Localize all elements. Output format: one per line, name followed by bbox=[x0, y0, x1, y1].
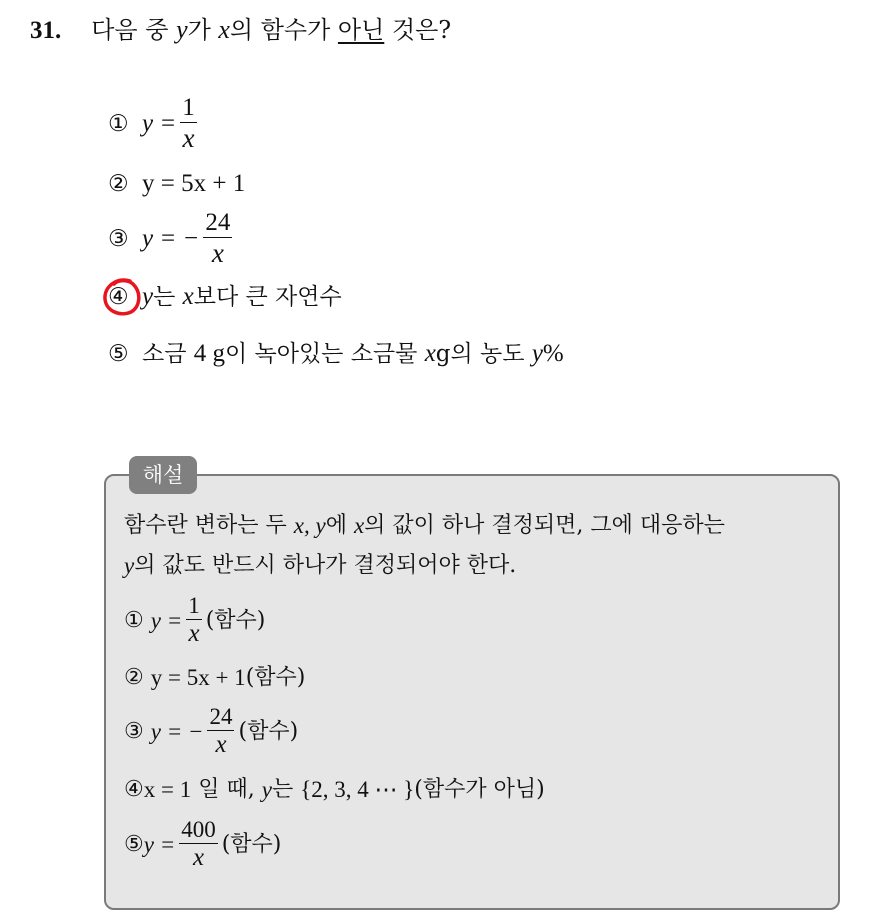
solution-item-3-note: (함수) bbox=[238, 718, 299, 744]
choice-1-denominator: x bbox=[182, 123, 195, 154]
solution-item-2-mark: ② bbox=[124, 665, 144, 690]
solution-line-1-vars: x, y bbox=[293, 513, 326, 538]
choice-5-amount: 4 g bbox=[193, 340, 225, 367]
solution-item-5-denominator: x bbox=[192, 844, 204, 872]
solution-item-2-note: (함수) bbox=[245, 665, 306, 690]
solution-item-4-text1: 일 때, bbox=[198, 777, 255, 802]
choice-3-denominator: x bbox=[211, 238, 224, 269]
choice-2-mark: ② bbox=[108, 171, 129, 197]
solution-item-5-note: (함수) bbox=[221, 831, 282, 857]
choice-5-var-y: y bbox=[531, 340, 543, 367]
choice-4-text1: 는 bbox=[153, 284, 176, 310]
solution-item-5-mark: ⑤ bbox=[124, 831, 144, 857]
question-text-prefix: 다음 중 bbox=[91, 16, 169, 44]
question-var-x: x bbox=[218, 15, 230, 44]
solution-item-1-note: (함수) bbox=[205, 607, 266, 633]
choice-5-mark: ⑤ bbox=[108, 341, 129, 367]
solution-item-3-lhs: y = − bbox=[150, 718, 204, 744]
solution-line-1 bbox=[124, 510, 725, 542]
choice-1-lhs: y = bbox=[142, 109, 177, 137]
solution-item-2 bbox=[124, 662, 305, 694]
solution-line-1-a: 함수란 변하는 두 bbox=[124, 513, 287, 538]
solution-line-1-c: 의 값이 하나 결정되면, 그에 대응하는 bbox=[364, 513, 725, 538]
solution-item-1-mark: ① bbox=[124, 607, 144, 633]
solution-item-2-expr: y = 5x + 1 bbox=[150, 665, 246, 690]
choice-3-mark: ③ bbox=[108, 225, 129, 252]
solution-item-5-lhs: y = bbox=[143, 831, 176, 857]
choice-3-lhs: y = − bbox=[142, 224, 200, 252]
solution-item-4-expr: x = 1 bbox=[143, 777, 192, 802]
question-var-y: y bbox=[176, 15, 188, 44]
solution-item-1 bbox=[124, 594, 265, 647]
choice-1-fraction bbox=[180, 95, 197, 153]
choice-1-numerator: 1 bbox=[180, 95, 197, 123]
choice-5-text3: g의 농도 bbox=[435, 341, 525, 367]
choice-3[interactable] bbox=[108, 210, 236, 268]
solution-item-3-mark: ③ bbox=[124, 718, 144, 744]
choice-3-numerator: 24 bbox=[203, 210, 232, 238]
choice-5-text2: 이 녹아있는 소금물 bbox=[225, 341, 418, 367]
question-underlined-word: 아닌 bbox=[337, 16, 385, 44]
choice-4-text2: 보다 큰 자연수 bbox=[193, 284, 342, 310]
choice-5[interactable] bbox=[108, 338, 564, 370]
question-text-suffix: 것은? bbox=[391, 16, 452, 44]
solution-line-1-b: 에 bbox=[325, 513, 347, 538]
question-number: 31. bbox=[30, 17, 62, 44]
question-header bbox=[30, 12, 451, 49]
choice-1-mark: ① bbox=[108, 110, 129, 137]
solution-item-1-numerator: 1 bbox=[186, 594, 202, 620]
solution-item-3-numerator: 24 bbox=[207, 705, 234, 731]
choice-4-mark: ④ bbox=[108, 284, 129, 310]
solution-item-5-numerator: 400 bbox=[179, 818, 218, 844]
solution-item-1-denominator: x bbox=[188, 620, 200, 648]
solution-item-4-mark: ④ bbox=[124, 777, 144, 802]
choice-5-var-x: x bbox=[424, 340, 436, 367]
solution-item-5 bbox=[124, 818, 281, 871]
choice-5-text4: % bbox=[542, 340, 564, 367]
solution-item-1-lhs: y = bbox=[150, 607, 183, 633]
choice-2-expr: y = 5x + 1 bbox=[142, 170, 246, 197]
solution-line-2-a: 의 값도 반드시 하나가 결정되어야 한다. bbox=[134, 553, 517, 578]
question-text-mid2: 의 함수가 bbox=[229, 16, 331, 44]
solution-item-3 bbox=[124, 705, 298, 758]
solution-item-4-set: {2, 3, 4 ⋯ } bbox=[300, 777, 415, 802]
solution-line-2-y: y bbox=[124, 553, 135, 578]
solution-item-1-fraction bbox=[186, 594, 202, 647]
choice-5-text1: 소금 bbox=[142, 341, 187, 367]
question-text-mid1: 가 bbox=[187, 16, 211, 44]
solution-item-4-text2: 는 bbox=[271, 777, 294, 802]
solution-item-5-fraction bbox=[179, 818, 218, 871]
solution-item-3-fraction bbox=[207, 705, 234, 758]
choice-4-var-y: y bbox=[142, 283, 154, 310]
solution-line-2 bbox=[124, 550, 516, 582]
choice-1[interactable] bbox=[108, 95, 201, 153]
choice-4[interactable] bbox=[108, 281, 342, 313]
solution-item-4 bbox=[124, 774, 545, 806]
solution-item-3-denominator: x bbox=[215, 731, 227, 759]
choice-2[interactable] bbox=[108, 168, 245, 200]
choice-3-fraction bbox=[203, 210, 232, 268]
solution-item-4-var-y: y bbox=[261, 777, 272, 802]
solution-line-1-x: x bbox=[353, 513, 365, 538]
choice-4-var-x: x bbox=[182, 283, 194, 310]
solution-badge: 해설 bbox=[129, 456, 197, 494]
solution-item-4-note: (함수가 아님) bbox=[414, 777, 545, 802]
